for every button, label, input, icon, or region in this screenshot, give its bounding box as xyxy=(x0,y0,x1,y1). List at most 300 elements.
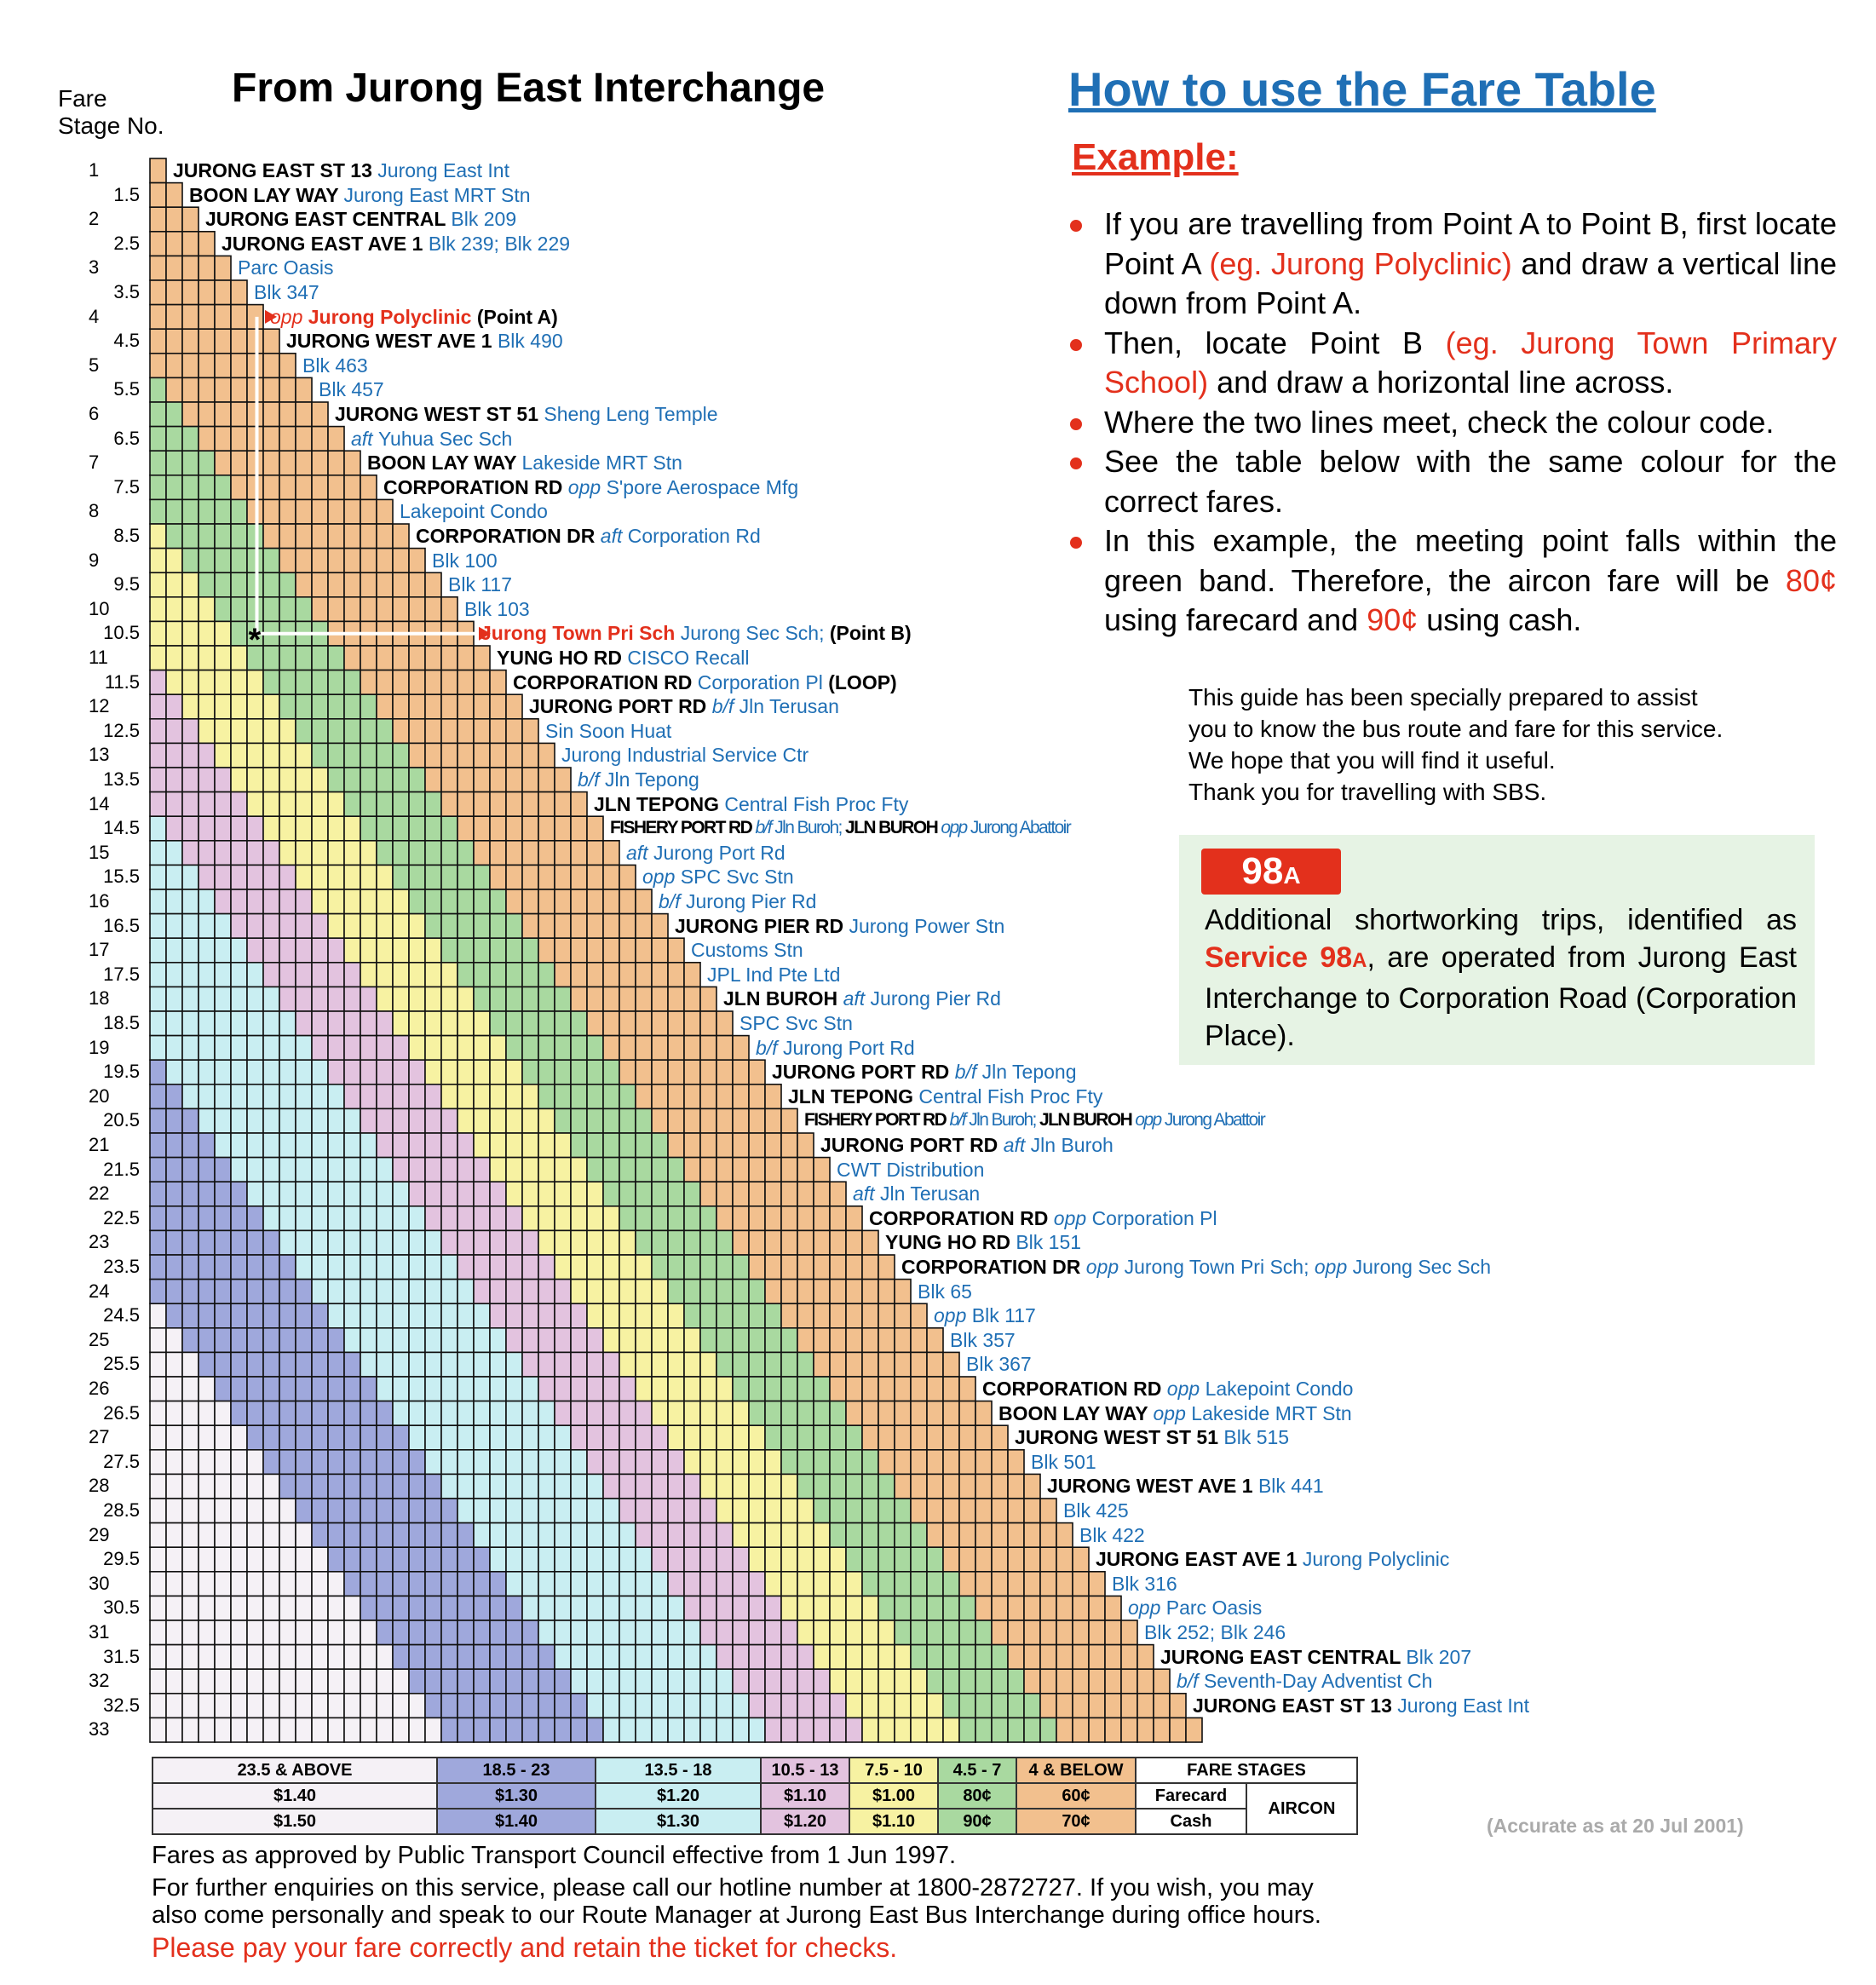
fare-cell xyxy=(716,1620,733,1645)
fare-cell xyxy=(393,1182,409,1206)
fare-cell xyxy=(425,597,441,622)
fare-cell xyxy=(279,1328,296,1353)
fare-cell xyxy=(393,1377,409,1401)
fare-cell xyxy=(393,1425,409,1450)
fare-cell xyxy=(1056,1572,1073,1597)
fare-cell xyxy=(474,1425,490,1450)
fare-cell xyxy=(279,549,296,573)
fare-cell xyxy=(199,1596,215,1620)
fare-cell xyxy=(684,1474,700,1499)
fare-cell xyxy=(765,1596,781,1620)
fare-cell xyxy=(377,1303,393,1328)
fare-cell xyxy=(263,1230,279,1255)
fare-cell xyxy=(328,1108,344,1133)
fare-cell xyxy=(457,1108,474,1133)
fare-cell xyxy=(684,1450,700,1475)
fare-cell xyxy=(457,743,474,768)
fare-cell xyxy=(247,1280,263,1304)
stop-name: opp Blk 117 xyxy=(934,1304,1036,1327)
fare-cell xyxy=(296,597,312,622)
fare-cell xyxy=(668,1450,684,1475)
fare-cell xyxy=(538,1303,555,1328)
fare-cell xyxy=(328,1158,344,1182)
fare-cell xyxy=(830,1182,846,1206)
fare-cell xyxy=(895,1377,911,1401)
fare-cell xyxy=(150,1401,166,1426)
fare-cell xyxy=(490,768,506,792)
fare-cell xyxy=(571,987,587,1011)
fare-cell xyxy=(199,1255,215,1280)
fare-cell xyxy=(409,743,425,768)
fare-cell xyxy=(555,963,571,987)
fare-cell xyxy=(215,1596,231,1620)
fare-cell xyxy=(619,1425,636,1450)
fare-cell xyxy=(263,768,279,792)
fare-cell xyxy=(182,1303,199,1328)
fare-cell xyxy=(247,1401,263,1426)
fare-cell xyxy=(199,451,215,475)
fare-cell xyxy=(571,1572,587,1597)
fare-cell xyxy=(700,1036,716,1061)
fare-cell xyxy=(199,1206,215,1231)
fare-cell xyxy=(328,1425,344,1450)
fare-cell xyxy=(1105,1620,1121,1645)
fare-cell xyxy=(150,1206,166,1231)
fare-cell xyxy=(636,1060,652,1085)
fare-cell xyxy=(199,1182,215,1206)
fare-cell xyxy=(975,1620,992,1645)
fare-cell xyxy=(1008,1450,1024,1475)
fare-cell xyxy=(587,987,603,1011)
fare-cell xyxy=(377,1547,393,1572)
fare-cell xyxy=(279,987,296,1011)
fare-cell xyxy=(457,1694,474,1718)
fare-cell xyxy=(296,451,312,475)
fare-cell xyxy=(247,865,263,889)
fare-cell xyxy=(409,597,425,622)
fare-cell xyxy=(571,1206,587,1231)
fare-cell xyxy=(522,1182,538,1206)
fare-cell xyxy=(490,1717,506,1742)
fare-cell xyxy=(619,1401,636,1426)
fare-cell xyxy=(441,1523,457,1548)
fare-cell xyxy=(716,1450,733,1475)
fare-cell xyxy=(231,743,247,768)
stop-name: JURONG WEST AVE 1 Blk 441 xyxy=(1047,1475,1324,1498)
stop-name: YUNG HO RD Blk 151 xyxy=(885,1231,1082,1254)
fare-cell xyxy=(846,1694,862,1718)
fare-cell xyxy=(263,427,279,452)
fare-cell xyxy=(846,1280,862,1304)
fare-cell xyxy=(911,1499,927,1523)
fare-cell xyxy=(150,572,166,597)
fare-cell xyxy=(215,621,231,646)
fare-cell xyxy=(409,1255,425,1280)
fare-cell xyxy=(377,938,393,963)
fare-cell xyxy=(733,1328,749,1353)
fare-cell xyxy=(603,1133,619,1158)
fare-cell xyxy=(911,1620,927,1645)
fare-cell xyxy=(231,1328,247,1353)
fare-cell xyxy=(943,1620,959,1645)
fare-cell xyxy=(199,232,215,256)
fare-cell xyxy=(684,1523,700,1548)
fare-cell xyxy=(765,1182,781,1206)
fare-cell xyxy=(377,1425,393,1450)
fare-cell xyxy=(943,1425,959,1450)
fare-cell xyxy=(555,1133,571,1158)
fare-cell xyxy=(166,1401,182,1426)
stop-name: opp Jurong Polyclinic (Point A) xyxy=(270,305,558,328)
fare-cell xyxy=(895,1694,911,1718)
fare-cell xyxy=(555,1669,571,1694)
fare-cell xyxy=(1105,1669,1121,1694)
fare-cell xyxy=(636,1377,652,1401)
fare-cell xyxy=(360,1499,377,1523)
fare-cell xyxy=(344,1255,360,1280)
fare-cell xyxy=(231,719,247,744)
fare-cell xyxy=(199,597,215,622)
fare-cell xyxy=(490,1377,506,1401)
fare-cell xyxy=(538,865,555,889)
fare-cell xyxy=(150,1645,166,1670)
fare-cell xyxy=(344,1158,360,1182)
fare-cell xyxy=(700,1523,716,1548)
fare-cell xyxy=(781,1108,797,1133)
fare-cell xyxy=(215,1352,231,1377)
fare-cell xyxy=(797,1255,814,1280)
fare-cell xyxy=(457,1352,474,1377)
fare-cell xyxy=(328,475,344,500)
fare-cell xyxy=(409,646,425,670)
fare-cell xyxy=(296,792,312,817)
fare-cell xyxy=(393,1328,409,1353)
fare-cell xyxy=(425,646,441,670)
fare-cell xyxy=(231,354,247,378)
stage-number: 5.5 xyxy=(113,378,140,400)
fare-cell xyxy=(279,1182,296,1206)
fare-cell xyxy=(1040,1596,1056,1620)
fare-cell xyxy=(927,1547,943,1572)
fare-cell xyxy=(603,1085,619,1109)
fare-cell xyxy=(490,1401,506,1426)
fare-cell xyxy=(199,1280,215,1304)
fare-cell xyxy=(247,1108,263,1133)
fare-cell xyxy=(279,1401,296,1426)
fare-cell xyxy=(182,1523,199,1548)
fare-cell xyxy=(425,1547,441,1572)
fare-cell xyxy=(895,1717,911,1742)
fare-cell xyxy=(975,1523,992,1548)
fare-cell xyxy=(862,1596,878,1620)
fare-cell xyxy=(684,1694,700,1718)
instruction-item: Then, locate Point B (eg. Jurong Town Primary School) and draw a horizontal line across. xyxy=(1070,324,1837,403)
fare-cell xyxy=(959,1547,975,1572)
fare-cell xyxy=(182,256,199,280)
fare-cell xyxy=(215,1182,231,1206)
fare-cell xyxy=(474,1352,490,1377)
fare-cell xyxy=(231,1645,247,1670)
fare-cell xyxy=(166,1158,182,1182)
fare-cell xyxy=(571,1499,587,1523)
fare-cell xyxy=(263,1158,279,1182)
fare-cell xyxy=(166,1352,182,1377)
fare-cell xyxy=(296,1694,312,1718)
fare-cell xyxy=(797,1425,814,1450)
fare-cell xyxy=(360,1547,377,1572)
fare-cell xyxy=(830,1401,846,1426)
fare-cell xyxy=(182,1425,199,1450)
fare-cell xyxy=(215,1085,231,1109)
fare-cell xyxy=(1121,1669,1137,1694)
fare-cell xyxy=(312,865,328,889)
fare-cell xyxy=(749,1694,765,1718)
fare-cell xyxy=(587,1401,603,1426)
fare-cell xyxy=(959,1377,975,1401)
fare-cell xyxy=(830,1255,846,1280)
fare-cell xyxy=(668,1694,684,1718)
fare-cell xyxy=(878,1255,895,1280)
fare-cell xyxy=(231,646,247,670)
fare-cell xyxy=(571,889,587,914)
fare-cell xyxy=(571,1352,587,1377)
fare-cell xyxy=(182,889,199,914)
fare-cell xyxy=(797,1182,814,1206)
fare-cell xyxy=(636,1694,652,1718)
fare-cell xyxy=(279,1158,296,1182)
fare-cell xyxy=(716,1377,733,1401)
fare-cell xyxy=(296,719,312,744)
fare-cell xyxy=(263,377,279,402)
fare-cell xyxy=(1040,1694,1056,1718)
fare-cell xyxy=(344,475,360,500)
fare-cell xyxy=(571,1669,587,1694)
fare-cell-cash: 70¢ xyxy=(1016,1809,1136,1834)
fare-cell xyxy=(474,1108,490,1133)
fare-cell xyxy=(587,1060,603,1085)
fare-cell xyxy=(587,1669,603,1694)
fare-cell xyxy=(603,1620,619,1645)
fare-cell xyxy=(215,524,231,549)
fare-cell xyxy=(765,1620,781,1645)
fare-cell xyxy=(603,889,619,914)
fare-cell xyxy=(247,1182,263,1206)
fare-cell xyxy=(1154,1694,1170,1718)
fare-cell xyxy=(992,1669,1008,1694)
fare-cell xyxy=(749,1401,765,1426)
fare-cell xyxy=(700,1694,716,1718)
fare-cell xyxy=(474,1474,490,1499)
fare-cell xyxy=(279,938,296,963)
fare-cell xyxy=(506,1523,522,1548)
fare-cell xyxy=(749,1669,765,1694)
fare-cell xyxy=(344,1499,360,1523)
fare-cell xyxy=(571,1645,587,1670)
fare-cell xyxy=(231,377,247,402)
fare-cell xyxy=(619,1717,636,1742)
fare-cell xyxy=(1056,1717,1073,1742)
fare-cell xyxy=(587,1450,603,1475)
fare-cell xyxy=(555,1425,571,1450)
stage-number: 17.5 xyxy=(103,963,140,985)
fare-cell xyxy=(215,987,231,1011)
fare-cell xyxy=(538,889,555,914)
fare-cell xyxy=(781,1425,797,1450)
meeting-point-star-icon: * xyxy=(248,622,262,659)
fare-cell xyxy=(506,719,522,744)
fare-cell xyxy=(441,719,457,744)
fare-cell xyxy=(652,1060,668,1085)
fare-cell xyxy=(684,1352,700,1377)
fare-cell xyxy=(733,1303,749,1328)
fare-cell xyxy=(846,1474,862,1499)
fare-cell xyxy=(328,1547,344,1572)
stop-name: JURONG WEST ST 51 Blk 515 xyxy=(1015,1426,1290,1449)
fare-cell xyxy=(409,938,425,963)
fare-cell xyxy=(215,1547,231,1572)
fare-cell xyxy=(522,865,538,889)
fare-cell xyxy=(182,1645,199,1670)
fare-cell xyxy=(830,1572,846,1597)
stop-name: Blk 501 xyxy=(1031,1450,1096,1473)
fare-cell xyxy=(393,1085,409,1109)
fare-cell xyxy=(603,1645,619,1670)
fare-cell xyxy=(749,1255,765,1280)
fare-cell xyxy=(538,1230,555,1255)
fare-cell xyxy=(1073,1694,1089,1718)
fare-cell xyxy=(457,1401,474,1426)
fare-cell xyxy=(619,1377,636,1401)
fare-cell xyxy=(603,1377,619,1401)
fare-cell xyxy=(474,865,490,889)
fare-cell xyxy=(441,1377,457,1401)
fare-cell xyxy=(684,1206,700,1231)
fare-cell xyxy=(765,1450,781,1475)
fare-cell xyxy=(457,1085,474,1109)
fare-cell xyxy=(457,1377,474,1401)
fare-cell xyxy=(457,1474,474,1499)
fare-cell xyxy=(182,1620,199,1645)
fare-cell xyxy=(409,1547,425,1572)
stage-number: 20 xyxy=(89,1085,110,1107)
fare-cell xyxy=(377,719,393,744)
fare-cell xyxy=(312,1352,328,1377)
fare-cell xyxy=(150,1596,166,1620)
fare-cell xyxy=(231,768,247,792)
fare-cell xyxy=(636,1620,652,1645)
fare-cell xyxy=(344,499,360,524)
fare-cell xyxy=(263,572,279,597)
fare-cell xyxy=(1105,1694,1121,1718)
fare-cell xyxy=(814,1352,830,1377)
stop-name: Blk 252; Blk 246 xyxy=(1144,1621,1286,1643)
fare-cell xyxy=(457,1425,474,1450)
fare-cell xyxy=(312,1377,328,1401)
fare-cell xyxy=(1008,1572,1024,1597)
fare-cell xyxy=(490,987,506,1011)
stop-name: Sin Soon Huat xyxy=(545,719,672,742)
fare-cell-cash: $1.50 xyxy=(152,1809,437,1834)
fare-cell xyxy=(1008,1694,1024,1718)
fare-cell xyxy=(425,1328,441,1353)
fare-cell xyxy=(425,1280,441,1304)
fare-cell xyxy=(182,207,199,232)
fare-cell xyxy=(441,1717,457,1742)
fare-cell xyxy=(328,694,344,719)
fare-cell xyxy=(619,1108,636,1133)
fare-cell xyxy=(522,1303,538,1328)
fare-cell xyxy=(344,865,360,889)
fare-cell xyxy=(215,768,231,792)
fare-cell xyxy=(231,914,247,939)
fare-cell xyxy=(749,1060,765,1085)
fare-cell xyxy=(296,1547,312,1572)
fare-cell xyxy=(992,1474,1008,1499)
fare-cell xyxy=(733,1377,749,1401)
fare-cell xyxy=(425,1474,441,1499)
fare-cell xyxy=(199,1108,215,1133)
fare-cell xyxy=(555,1401,571,1426)
fare-cell xyxy=(668,1572,684,1597)
fare-cell xyxy=(344,1230,360,1255)
fare-cell xyxy=(441,1596,457,1620)
fare-cell xyxy=(393,1158,409,1182)
fare-cell xyxy=(733,1523,749,1548)
fare-cell xyxy=(1024,1620,1040,1645)
fare-cell xyxy=(263,694,279,719)
fare-cell xyxy=(765,1158,781,1182)
fare-cell xyxy=(668,1206,684,1231)
fare-cell xyxy=(814,1523,830,1548)
fare-cell xyxy=(441,1158,457,1182)
stop-name: BOON LAY WAY Jurong East MRT Stn xyxy=(189,183,531,206)
fare-cell xyxy=(328,841,344,866)
fare-cell xyxy=(182,1206,199,1231)
fare-cell xyxy=(506,1377,522,1401)
fare-cell xyxy=(506,1547,522,1572)
stop-name: SPC Svc Stn xyxy=(739,1012,853,1034)
fare-cell xyxy=(409,1694,425,1718)
fare-cell xyxy=(182,377,199,402)
fare-cell xyxy=(328,1620,344,1645)
fare-cell xyxy=(603,1572,619,1597)
fare-cell xyxy=(943,1694,959,1718)
fare-cell xyxy=(231,1450,247,1475)
fare-cell xyxy=(684,1011,700,1036)
stop-name: CORPORATION DR aft Corporation Rd xyxy=(416,525,761,547)
fare-cell xyxy=(668,1280,684,1304)
fare-cell xyxy=(895,1572,911,1597)
fare-cell xyxy=(749,1085,765,1109)
fare-cell xyxy=(247,792,263,817)
fare-cell xyxy=(360,1182,377,1206)
fare-cell xyxy=(603,1474,619,1499)
fare-cell xyxy=(668,1401,684,1426)
fare-cell xyxy=(733,1036,749,1061)
fare-cell xyxy=(830,1280,846,1304)
fare-cell xyxy=(975,1425,992,1450)
fare-cell xyxy=(1040,1523,1056,1548)
fare-cell xyxy=(716,1280,733,1304)
fare-cell xyxy=(522,816,538,841)
fare-cell xyxy=(474,1401,490,1426)
fare-cell xyxy=(830,1425,846,1450)
fare-cell xyxy=(830,1596,846,1620)
fare-cell xyxy=(166,914,182,939)
fare-cell xyxy=(312,475,328,500)
fare-cell-cash: $1.30 xyxy=(596,1809,761,1834)
stop-name: FISHERY PORT RD b/f Jln Buroh; JLN BUROH opp Jurong Abattoir xyxy=(610,818,1071,838)
